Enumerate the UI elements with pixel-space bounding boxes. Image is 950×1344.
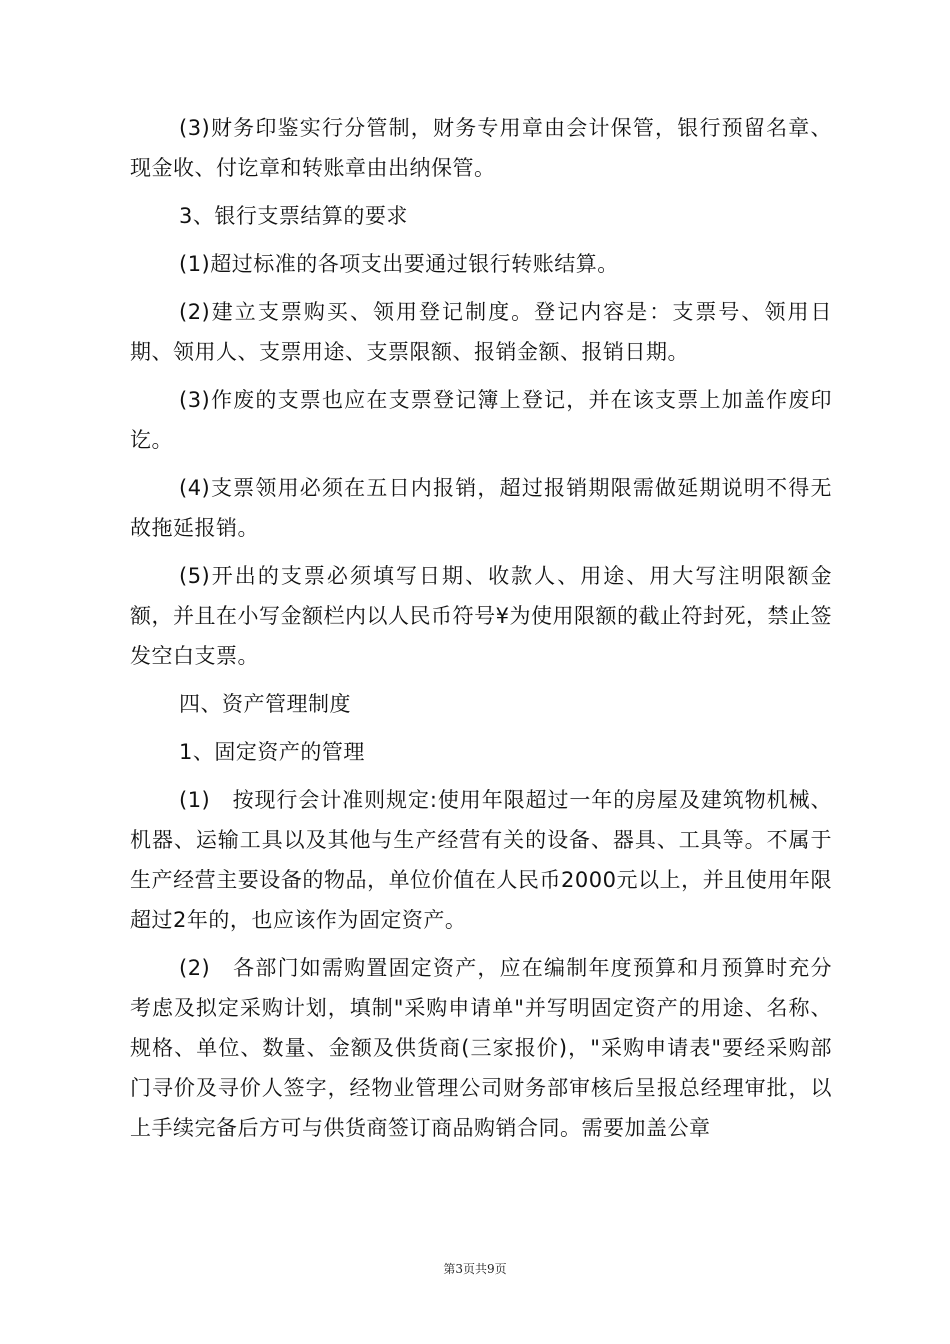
paragraph-fixed-asset-rule-1: (1) 按现行会计准则规定:使用年限超过一年的房屋及建筑物机械、机器、运输工具以及其他与生产经营有关的设备、器具、工具等。不属于生产经营主要设备的物品，单位价值在人民币2000元以上，并且使用年限超过2年的，也应该作为固定资产。 [130,788,832,932]
page-number-footer: 第3页共9页 [443,1262,507,1276]
paragraph-fixed-asset-rule-2: (2) 各部门如需购置固定资产，应在编制年度预算和月预算时充分考虑及拟定采购计划，填制"采购申请单"并写明固定资产的用途、名称、规格、单位、数量、金额及供货商(三家报价)，"采购申请表"要经采购部门寻价及寻价人签字，经物业管理公司财务部审核后呈报总经理审批，以上手续完备后方可与供货商签订商品购销合同。需要加盖公章 [130,956,832,1140]
paragraph-check-rule-5: (5)开出的支票必须填写日期、收款人、用途、用大写注明限额金额，并且在小写金额栏内以人民币符号¥为使用限额的截止符封死，禁止签发空白支票。 [130,564,832,668]
heading-asset-management: 四、资产管理制度 [179,692,351,716]
paragraph-check-rule-1: (1)超过标准的各项支出要通过银行转账结算。 [179,252,619,276]
document-body [130,108,832,1156]
paragraph-check-rule-2: (2)建立支票购买、领用登记制度。登记内容是：支票号、领用日期、领用人、支票用途、支票限额、报销金额、报销日期。 [130,300,832,364]
heading-fixed-assets: 1、固定资产的管理 [179,740,365,764]
paragraph-check-rule-3: (3)作废的支票也应在支票登记簿上登记，并在该支票上加盖作废印讫。 [130,388,832,452]
paragraph-check-rule-4: (4)支票领用必须在五日内报销，超过报销期限需做延期说明不得无故拖延报销。 [130,476,832,540]
paragraph-seal-management: (3)财务印鉴实行分管制，财务专用章由会计保管，银行预留名章、现金收、付讫章和转账章由出纳保管。 [130,116,832,180]
heading-check-settlement: 3、银行支票结算的要求 [179,204,408,228]
